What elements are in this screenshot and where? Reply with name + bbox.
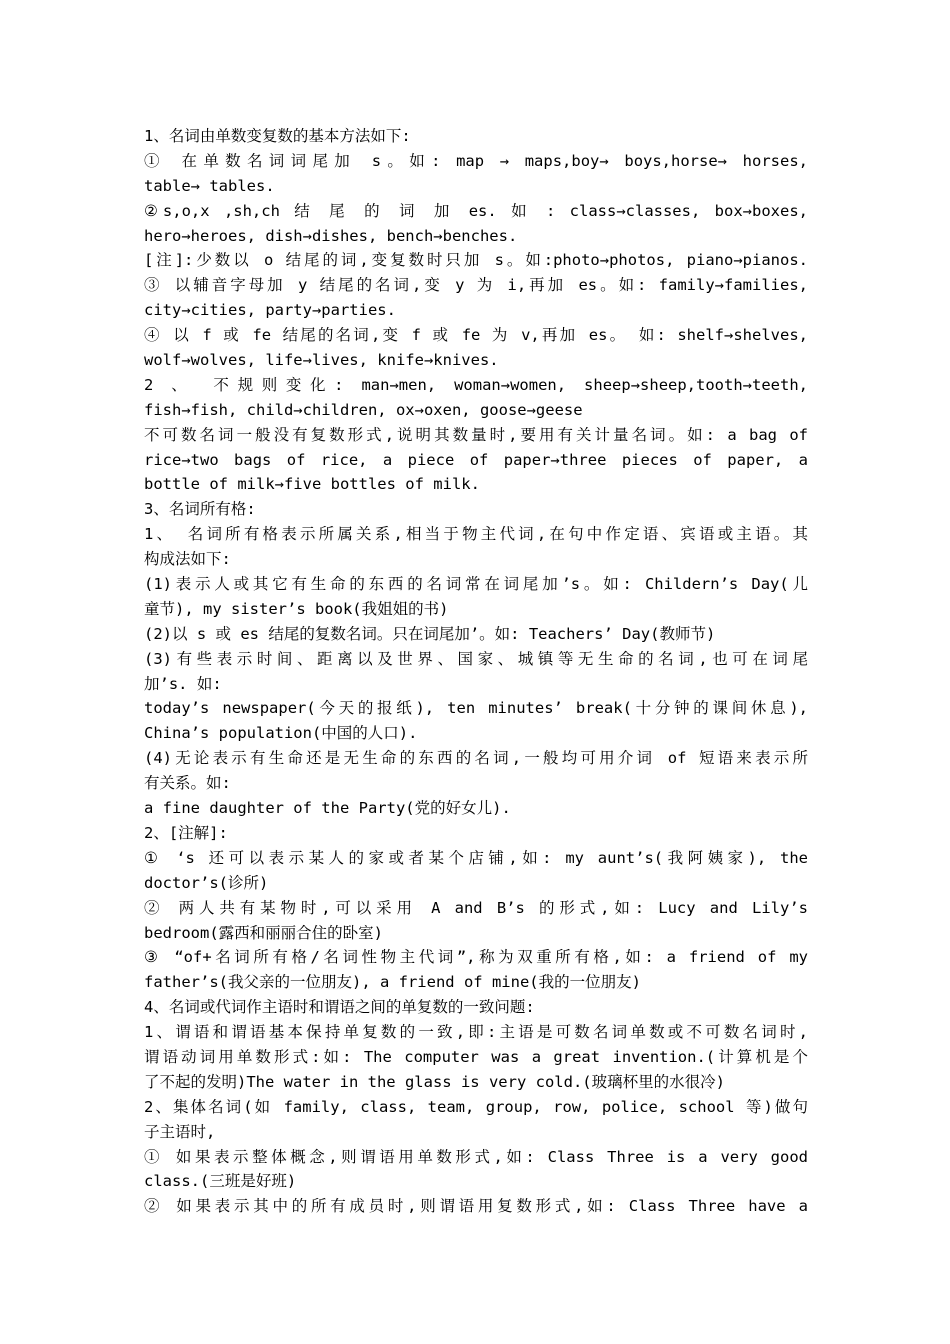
text-line: ③ 以辅音字母加 y 结尾的名词,变 y 为 i,再加 es。如: family→families, bbox=[144, 276, 808, 295]
text-line: hero→heroes, dish→dishes, bench→benches. bbox=[144, 226, 518, 245]
text-line: rice→two bags of rice, a piece of paper→three pieces of paper, a bbox=[144, 450, 808, 469]
text-line: a fine daughter of the Party(党的好女儿). bbox=[144, 799, 511, 818]
text-line: ③ “of+名词所有格/名词性物主代词”,称为双重所有格,如: a friend of my bbox=[144, 948, 808, 967]
text-line: 加’s. 如: bbox=[144, 674, 222, 693]
text-line: 童节), my sister’s book(我姐姐的书) bbox=[144, 599, 449, 618]
text-line: wolf→wolves, life→lives, knife→knives. bbox=[144, 351, 499, 370]
text-line: doctor’s(诊所) bbox=[144, 873, 269, 892]
text-line: 2、集体名词(如 family, class, team, group, row, police, school 等)做句 bbox=[144, 1097, 808, 1116]
text-line: China’s population(中国的人口). bbox=[144, 724, 418, 743]
text-line: ②s,o,x ,sh,ch 结 尾 的 词 加 es. 如 : class→classes, box→boxes, bbox=[144, 201, 808, 220]
text-line: (3)有些表示时间、距离以及世界、国家、城镇等无生命的名词,也可在词尾 bbox=[144, 649, 808, 668]
text-line: father’s(我父亲的一位朋友), a friend of mine(我的一位朋友) bbox=[144, 973, 641, 992]
text-line: (1)表示人或其它有生命的东西的名词常在词尾加’s。如: Childern’s Day(儿 bbox=[144, 575, 808, 594]
text-line: city→cities, party→parties. bbox=[144, 301, 396, 320]
text-line: ② 如果表示其中的所有成员时,则谓语用复数形式,如: Class Three have a bbox=[144, 1197, 808, 1216]
text-line: ① 如果表示整体概念,则谓语用单数形式,如: Class Three is a very good bbox=[144, 1147, 808, 1166]
text-line: ④ 以 f 或 fe 结尾的名词,变 f 或 fe 为 v,再加 es。 如: shelf→shelves, bbox=[144, 326, 808, 345]
text-line: class.(三班是好班) bbox=[144, 1172, 297, 1191]
document-body bbox=[144, 124, 808, 1219]
text-line: 1、名词由单数变复数的基本方法如下: bbox=[144, 127, 411, 145]
text-line: 2 、 不规则变化: man→men, woman→women, sheep→sheep,tooth→teeth, bbox=[144, 375, 808, 394]
text-line: [注]:少数以 o 结尾的词,变复数时只加 s。如:photo→photos, piano→pianos. bbox=[144, 251, 808, 270]
text-line: bottle of milk→five bottles of milk. bbox=[144, 475, 480, 494]
text-line: 构成法如下: bbox=[144, 550, 231, 569]
text-line: today’s newspaper(今天的报纸), ten minutes’ break(十分钟的课间休息), bbox=[144, 699, 808, 718]
text-line: 3、名词所有格: bbox=[144, 500, 256, 519]
text-line: ① ‘s 还可以表示某人的家或者某个店铺,如: my aunt’s(我阿姨家), the bbox=[144, 848, 808, 867]
text-line: ② 两人共有某物时,可以采用 A and B’s 的形式,如: Lucy and Lily’s bbox=[144, 898, 808, 917]
text-line: (2)以 s 或 es 结尾的复数名词。只在词尾加’。如: Teachers’ Day(教师节) bbox=[144, 624, 716, 643]
text-line: 了不起的发明)The water in the glass is very cold.(玻璃杯里的水很冷) bbox=[144, 1072, 725, 1091]
text-line: 子主语时, bbox=[144, 1122, 216, 1141]
text-line: bedroom(露西和丽丽合住的卧室) bbox=[144, 923, 383, 942]
text-line: 4、名词或代词作主语时和谓语之间的单复数的一致问题: bbox=[144, 998, 535, 1017]
text-line: 1、谓语和谓语基本保持单复数的一致,即:主语是可数名词单数或不可数名词时, bbox=[144, 1023, 808, 1042]
text-line: table→ tables. bbox=[144, 176, 275, 195]
text-line: 1、 名词所有格表示所属关系,相当于物主代词,在句中作定语、宾语或主语。其 bbox=[144, 525, 808, 544]
text-line: 谓语动词用单数形式:如: The computer was a great invention.(计算机是个 bbox=[144, 1047, 808, 1066]
text-line: 不可数名词一般没有复数形式,说明其数量时,要用有关计量名词。如: a bag of bbox=[144, 425, 808, 444]
text-line: 2、[注解]: bbox=[144, 823, 228, 842]
text-line: fish→fish, child→children, ox→oxen, goose→geese bbox=[144, 400, 583, 419]
text-line: ① 在单数名词词尾加 s。如: map → maps,boy→ boys,horse→ horses, bbox=[144, 151, 808, 170]
text-line: 有关系。如: bbox=[144, 774, 231, 793]
text-line: (4)无论表示有生命还是无生命的东西的名词,一般均可用介词 of 短语来表示所 bbox=[144, 749, 808, 768]
